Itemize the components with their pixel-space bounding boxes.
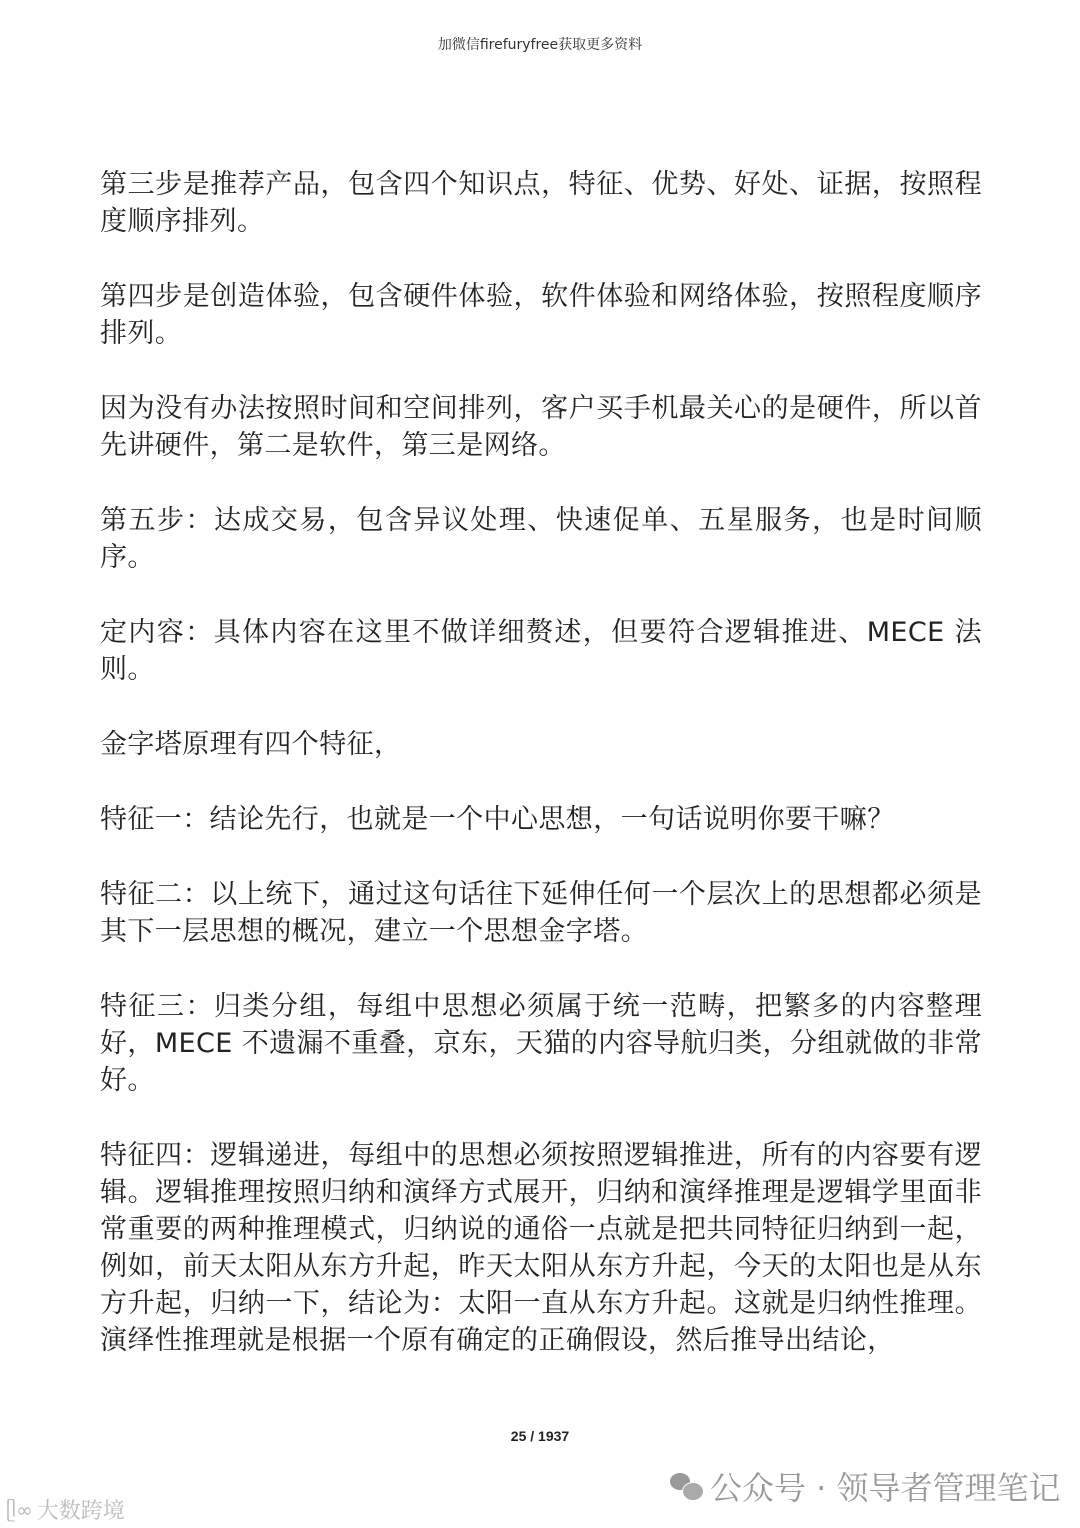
page-header: 加微信firefuryfree获取更多资料 — [437, 37, 643, 53]
paragraph: 定内容：具体内容在这里不做详细赘述，但要符合逻辑推进、MECE 法则。 — [100, 617, 982, 685]
page-number: 25 / 1937 — [510, 1428, 570, 1444]
paragraph: 特征二：以上统下，通过这句话往下延伸任何一个层次上的思想都必须是其下一层思想的概况，建立一个思想金字塔。 — [100, 879, 982, 947]
paragraph: 特征三：归类分组，每组中思想必须属于统一范畴，把繁多的内容整理好，MECE 不遗漏不重叠，京东，天猫的内容导航归类，分组就做的非常好。 — [100, 991, 982, 1096]
paragraph: 特征一：结论先行，也就是一个中心思想，一句话说明你要干嘛？ — [100, 804, 895, 835]
wechat-icon — [670, 1471, 704, 1501]
paragraph: 第四步是创造体验，包含硬件体验，软件体验和网络体验，按照程度顺序排列。 — [100, 281, 982, 349]
paragraph: 第五步：达成交易，包含异议处理、快速促单、五星服务，也是时间顺序。 — [100, 505, 982, 573]
paragraph: 金字塔原理有四个特征， — [100, 729, 402, 760]
watermark-text: 公众号 · 领导者管理笔记 — [710, 1469, 1061, 1507]
brand-logo-icon: ᥫ∞ — [6, 1497, 33, 1522]
paragraph: 特征四：逻辑递进，每组中的思想必须按照逻辑推进，所有的内容要有逻辑。逻辑推理按照归纳和演绎方式展开，归纳和演绎推理是逻辑学里面非常重要的两种推理模式，归纳说的通俗一点就是把共同特征归纳到一起，例如，前天太阳从东方升起，昨天太阳从东方升起，今天的太阳也是从东方升起，归纳一下，结论为：太阳一直从东方升起。这就是归纳性推理。演绎性推理就是根据一个原有确定的正确假设，然后推导出结论， — [100, 1140, 982, 1356]
brand-watermark — [6, 1494, 125, 1525]
paragraph: 第三步是推荐产品，包含四个知识点，特征、优势、好处、证据，按照程度顺序排列。 — [100, 169, 982, 237]
document-body — [100, 166, 982, 1397]
paragraph: 因为没有办法按照时间和空间排列，客户买手机最关心的是硬件，所以首先讲硬件，第二是软件，第三是网络。 — [100, 393, 982, 461]
wechat-watermark — [670, 1463, 1061, 1509]
watermark-text: 大数跨境 — [36, 1499, 125, 1524]
